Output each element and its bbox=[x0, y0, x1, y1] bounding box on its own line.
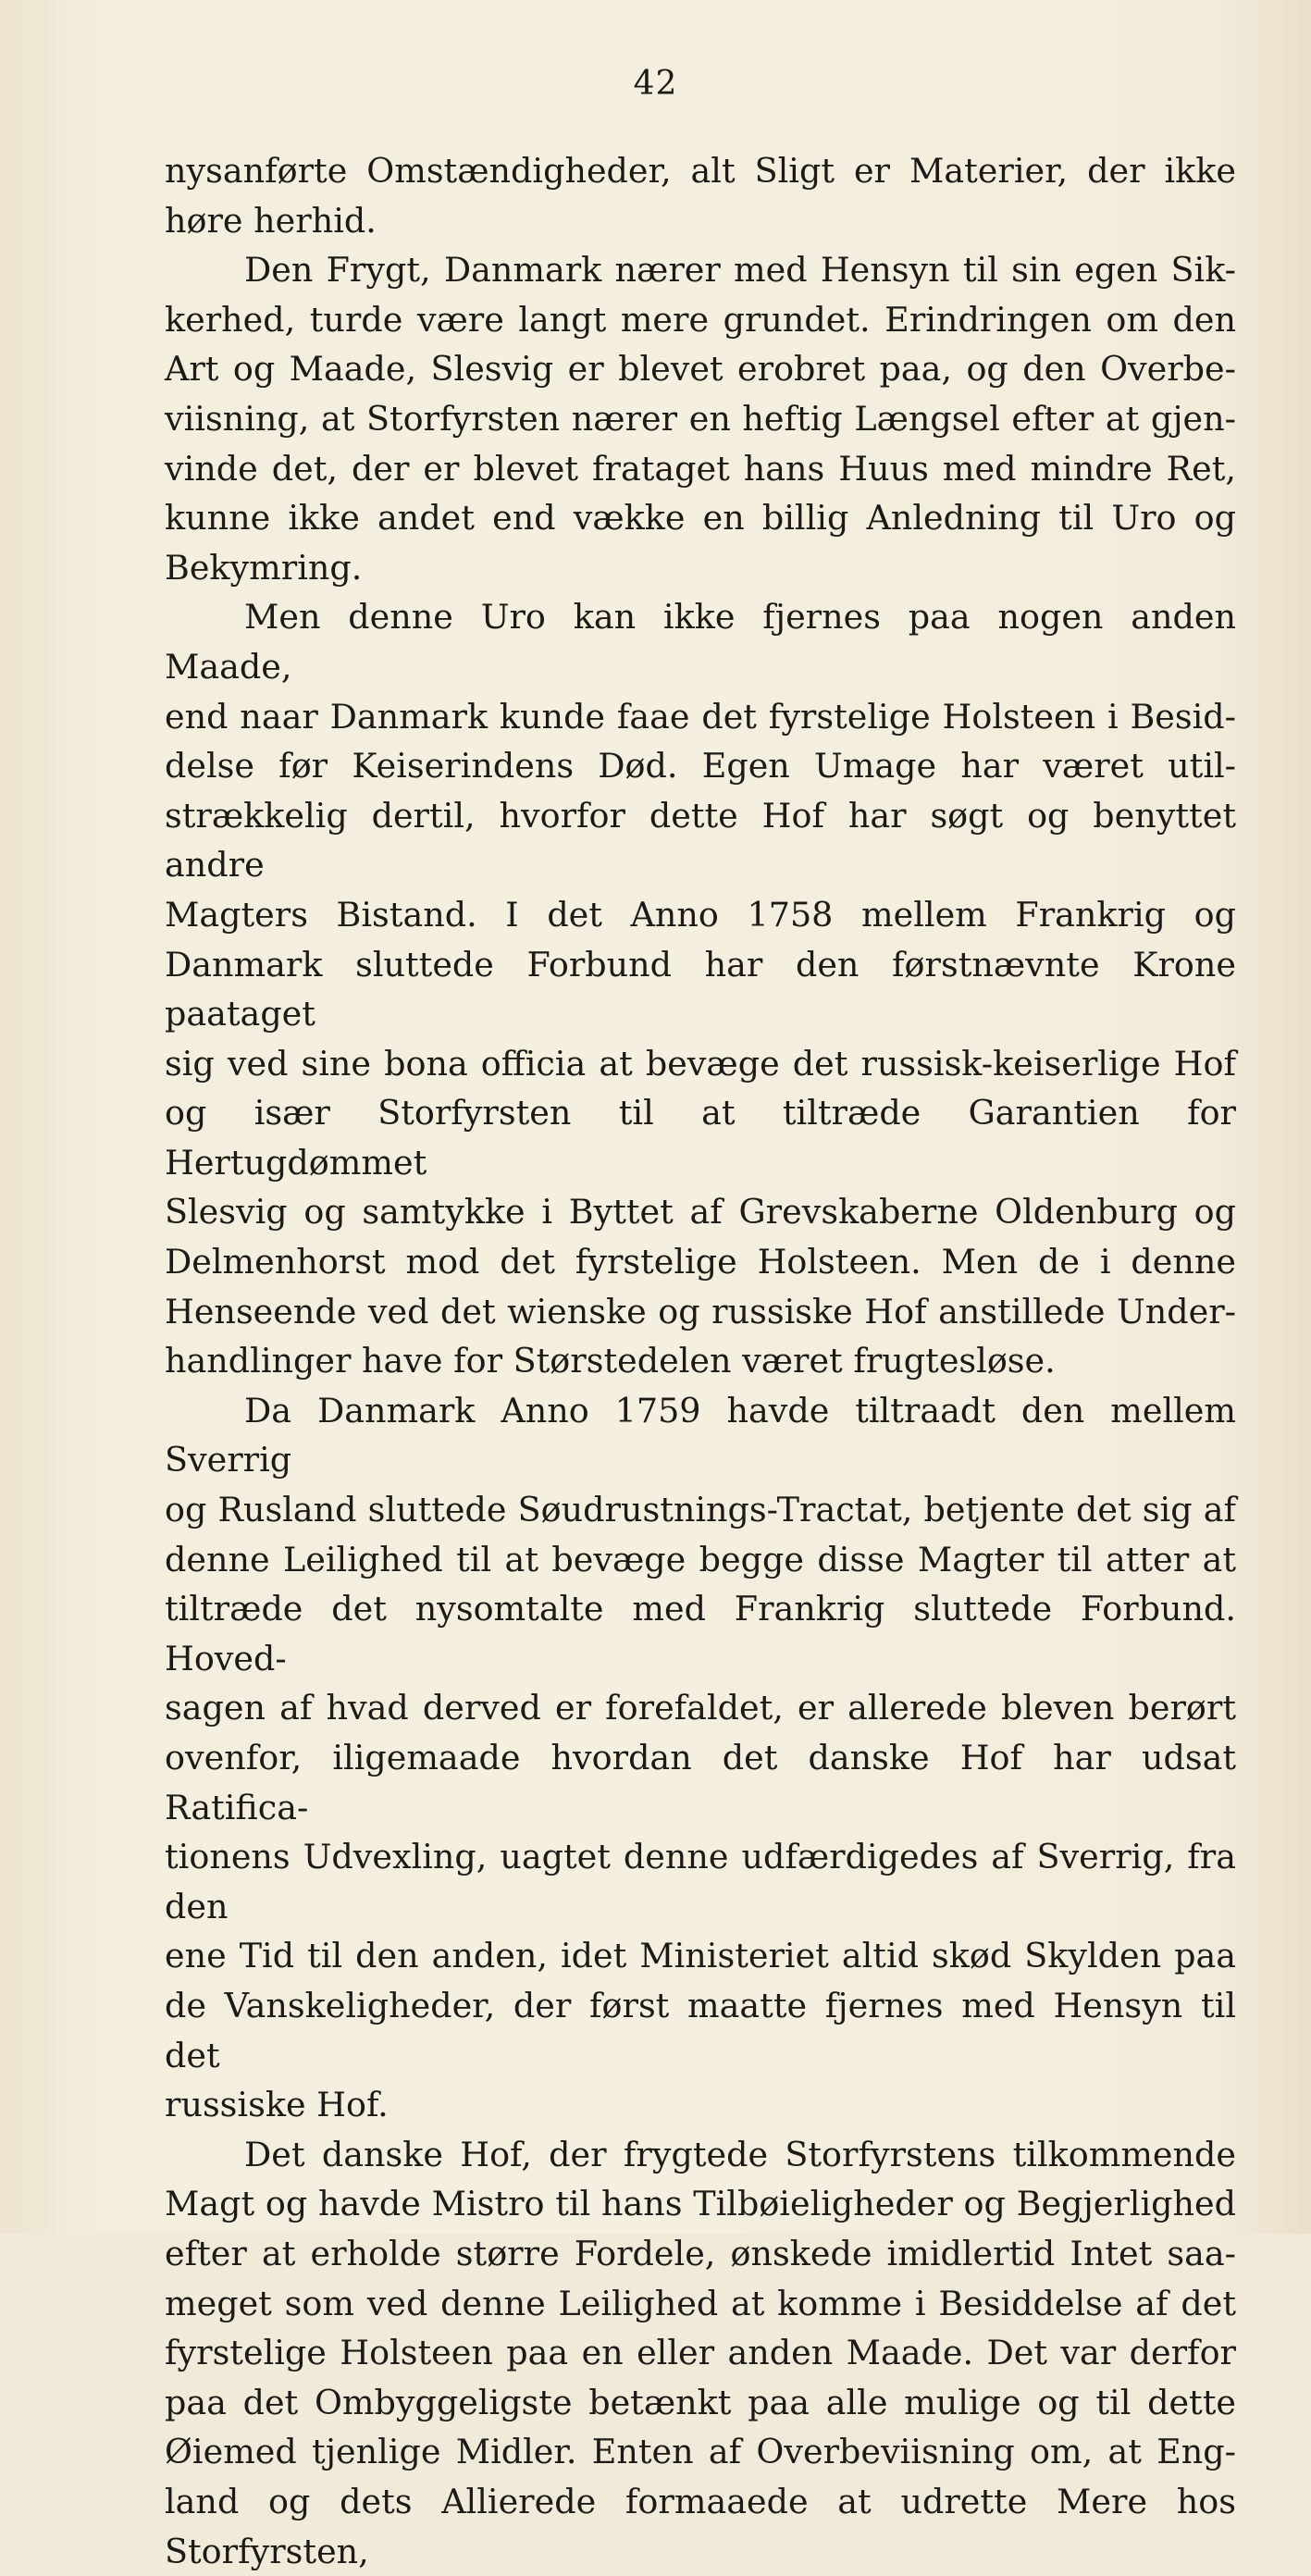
text-line: nysanførte Omstændigheder, alt Sligt er Materier, der ikke bbox=[165, 151, 1236, 191]
text-line: Bekymring. bbox=[165, 547, 363, 588]
text-line: fyrstelige Holsteen paa en eller anden Maade. Det var derfor bbox=[165, 2333, 1236, 2373]
text-line: end naar Danmark kunde faae det fyrstelige Holsteen i Besid- bbox=[165, 696, 1236, 737]
text-line: Men denne Uro kan ikke fjernes paa nogen anden Maade, bbox=[165, 597, 1236, 687]
text-line: delse før Keiserindens Død. Egen Umage har været util- bbox=[165, 746, 1236, 786]
text-line: tiltræde det nysomtalte med Frankrig sluttede Forbund. Hoved- bbox=[165, 1589, 1236, 1678]
text-line: Art og Maade, Slesvig er blevet erobret paa, og den Overbe- bbox=[165, 349, 1236, 390]
text-line: meget som ved denne Leilighed at komme i Besiddelse af det bbox=[165, 2283, 1236, 2323]
text-line: og især Storfyrsten til at tiltræde Garantien for Hertugdømmet bbox=[165, 1093, 1236, 1183]
text-line: tionens Udvexling, uagtet denne udfærdigedes af Sverrig, fra den bbox=[165, 1837, 1236, 1926]
text-line: ovenfor, iligemaade hvordan det danske Hof har udsat Ratifica- bbox=[165, 1738, 1236, 1827]
text-line: kunne ikke andet end vække en billig Anledning til Uro og bbox=[165, 498, 1236, 539]
text-line: vinde det, der er blevet frataget hans Huus med mindre Ret, bbox=[165, 448, 1236, 489]
text-line: Den Frygt, Danmark nærer med Hensyn til sin egen Sik- bbox=[244, 250, 1236, 291]
body-text bbox=[165, 146, 1236, 2576]
text-line: viisning, at Storfyrsten nærer en heftig Længsel efter at gjen- bbox=[165, 398, 1236, 439]
text-line: de Vanskeligheder, der først maatte fjernes med Hensyn til det bbox=[165, 1985, 1236, 2075]
text-line: russiske Hof. bbox=[165, 2085, 389, 2125]
text-line: strækkelig dertil, hvorfor dette Hof har søgt og benyttet andre bbox=[165, 795, 1236, 886]
text-line: høre herhid. bbox=[165, 200, 377, 241]
page-number: 42 bbox=[633, 65, 678, 103]
text-line: paa det Ombyggeligste betænkt paa alle mulige og til dette bbox=[165, 2382, 1236, 2422]
text-line: land og dets Allierede formaaede at udrette Mere hos Storfyrsten, bbox=[165, 2481, 1236, 2571]
paragraph-4 bbox=[165, 1386, 1236, 2130]
text-line: handlinger have for Størstedelen været frugtesløse. bbox=[165, 1341, 1056, 1381]
text-line: Det danske Hof, der frygtede Storfyrstens tilkommende bbox=[244, 2134, 1236, 2174]
text-line: Magt og havde Mistro til hans Tilbøieligheder og Begjerlighed bbox=[165, 2184, 1236, 2224]
text-line: denne Leilighed til at bevæge begge disse Magter til atter at bbox=[165, 1539, 1236, 1579]
paragraph-5 bbox=[165, 2130, 1236, 2576]
text-line: Danmark sluttede Forbund har den førstnævnte Krone paataget bbox=[165, 944, 1236, 1034]
text-line: kerhed, turde være langt mere grundet. Erindringen om den bbox=[165, 299, 1236, 340]
text-line: Slesvig og samtykke i Byttet af Grevskaberne Oldenburg og bbox=[165, 1192, 1236, 1232]
text-line: Magters Bistand. I det Anno 1758 mellem Frankrig og bbox=[165, 894, 1236, 935]
paragraph-2 bbox=[165, 245, 1236, 592]
text-line: Delmenhorst mod det fyrstelige Holsteen. Men de i denne bbox=[165, 1242, 1236, 1282]
text-line: Henseende ved det wienske og russiske Hof anstillede Under- bbox=[165, 1291, 1236, 1331]
text-line: og Rusland sluttede Søudrustnings-Tractat, betjente det sig af bbox=[165, 1490, 1236, 1530]
text-line: ene Tid til den anden, idet Ministeriet altid skød Skylden paa bbox=[165, 1936, 1236, 1976]
paragraph-1 bbox=[165, 146, 1236, 245]
text-line: Da Danmark Anno 1759 havde tiltraadt den mellem Sverrig bbox=[165, 1390, 1236, 1480]
text-line: sagen af hvad derved er forefaldet, er allerede bleven berørt bbox=[165, 1688, 1236, 1728]
text-line: Øiemed tjenlige Midler. Enten af Overbeviisning om, at Eng- bbox=[165, 2432, 1236, 2472]
text-line: efter at erholde større Fordele, ønskede imidlertid Intet saa- bbox=[165, 2233, 1236, 2273]
text-line: sig ved sine bona officia at bevæge det russisk-keiserlige Hof bbox=[165, 1043, 1236, 1084]
paragraph-3 bbox=[165, 592, 1236, 1386]
